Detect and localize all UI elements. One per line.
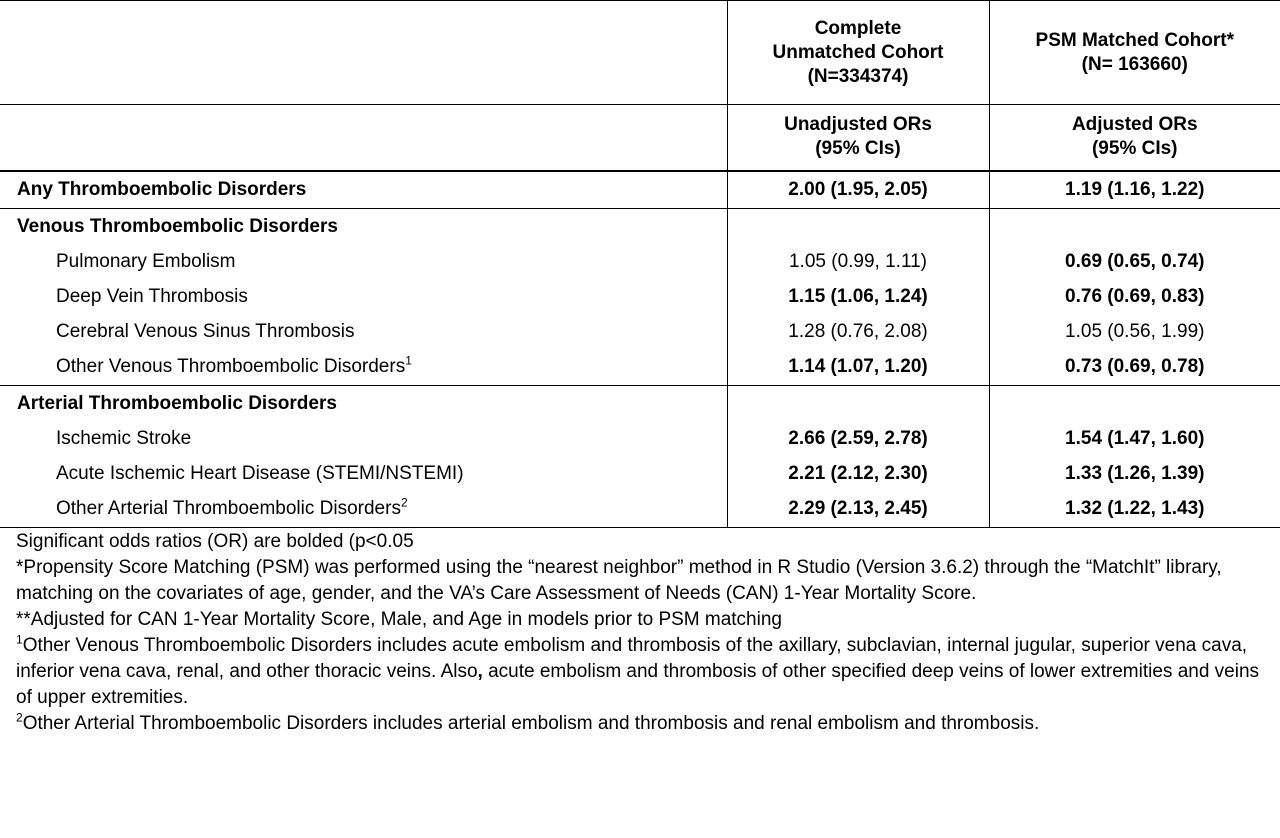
cell-unadjusted-other-arterial: 2.29 (2.13, 2.45): [727, 492, 989, 528]
footnote-marker-1: 1: [405, 353, 412, 368]
table-row: [0, 492, 1280, 528]
footnote-psm: *Propensity Score Matching (PSM) was performed using the “nearest neighbor” method in R Studio (Version 3.6.2) through the “MatchIt” library, matching on the covariates of age, gender, and the VA’s Care Assessment of Needs (CAN) 1-Year Mortality Score.: [16, 557, 1222, 604]
row-label-venous-header: Venous Thromboembolic Disorders: [17, 215, 338, 237]
header-unmatched-line3: (N=334374): [807, 65, 909, 87]
header-row-measures: [0, 105, 1280, 171]
subheader-adjusted: [989, 105, 1280, 171]
cell-adjusted-arterial-header: [989, 385, 1280, 422]
cell-unadjusted-ihd: 2.21 (2.12, 2.30): [727, 457, 989, 492]
table-row: [0, 385, 1280, 422]
footnote-marker-2: 2: [400, 495, 408, 510]
footnote-1-comma: ,: [477, 661, 483, 682]
table-row: [0, 422, 1280, 457]
cell-adjusted-venous-header: [989, 208, 1280, 245]
table-row: [0, 350, 1280, 386]
row-label-ihd: Acute Ischemic Heart Disease (STEMI/NSTEMI): [56, 463, 464, 484]
cell-adjusted-cvst: 1.05 (0.56, 1.99): [1065, 321, 1205, 342]
footnotes: [16, 529, 1272, 737]
subheader-adjusted-line1: Adjusted ORs: [1071, 114, 1198, 136]
table-row: [0, 280, 1280, 315]
cell-unadjusted-pe: 1.05 (0.99, 1.11): [727, 245, 989, 280]
row-label-pe: Pulmonary Embolism: [56, 251, 236, 272]
footnote-1: [16, 633, 1272, 711]
cell-unadjusted-cvst: 1.28 (0.76, 2.08): [727, 315, 989, 350]
table-row: [0, 208, 1280, 245]
header-matched-line1: PSM Matched Cohort*: [1035, 29, 1234, 51]
cell-unadjusted-venous-header: [727, 208, 989, 245]
footnote-1-marker: 1: [16, 632, 23, 647]
row-label-any: Any Thromboembolic Disorders: [0, 171, 727, 209]
cell-adjusted-any: 1.19 (1.16, 1.22): [989, 171, 1280, 209]
subheader-unadjusted-line1: Unadjusted ORs: [784, 114, 932, 136]
header-matched-cohort: [989, 1, 1280, 105]
footnote-2-marker: 2: [16, 710, 23, 725]
cell-unadjusted-other-venous: 1.14 (1.07, 1.20): [727, 350, 989, 386]
row-label-dvt: Deep Vein Thrombosis: [56, 286, 248, 307]
table-row: [0, 245, 1280, 280]
footnote-adjusted: **Adjusted for CAN 1-Year Mortality Score, Male, and Age in models prior to PSM matching: [16, 609, 782, 630]
cell-adjusted-other-arterial: 1.32 (1.22, 1.43): [989, 492, 1280, 528]
header-matched-line2: (N= 163660): [1081, 53, 1188, 75]
header-unmatched-line2: Unmatched Cohort: [772, 41, 944, 63]
row-label-other-venous-text: Other Venous Thromboembolic Disorders: [56, 356, 406, 377]
cell-unadjusted-arterial-header: [727, 385, 989, 422]
cell-adjusted-stroke: 1.54 (1.47, 1.60): [1065, 428, 1205, 449]
header-empty-cell: [0, 1, 727, 105]
table-row: [0, 457, 1280, 492]
subheader-adjusted-line2: (95% CIs): [1091, 138, 1178, 160]
header-unmatched-line1: Complete: [814, 17, 902, 39]
cell-adjusted-pe: 0.69 (0.65, 0.74): [1065, 251, 1205, 272]
header-unmatched-cohort: [727, 1, 989, 105]
table-row: [0, 171, 1280, 209]
row-label-other-venous: [0, 350, 727, 386]
header-row-cohorts: [0, 1, 1280, 105]
footnote-significance: Significant odds ratios (OR) are bolded (p<0.05: [16, 531, 414, 552]
row-label-other-arterial-text: Other Arterial Thromboembolic Disorders: [56, 498, 401, 519]
subheader-unadjusted-line2: (95% CIs): [815, 138, 901, 160]
cell-adjusted-dvt: 0.76 (0.69, 0.83): [1065, 286, 1205, 307]
cell-adjusted-ihd: 1.33 (1.26, 1.39): [1065, 463, 1205, 484]
subheader-unadjusted: [727, 105, 989, 171]
footnote-1-text-b: acute embolism and thrombosis of other specified deep veins of lower extremities and veins of upper extremities.: [16, 661, 1260, 708]
footnote-2: [16, 711, 1272, 737]
row-label-stroke: Ischemic Stroke: [56, 428, 192, 449]
table-row: [0, 315, 1280, 350]
cell-unadjusted-stroke: 2.66 (2.59, 2.78): [727, 422, 989, 457]
row-label-other-arterial: [0, 492, 727, 528]
cell-adjusted-other-venous: 0.73 (0.69, 0.78): [989, 350, 1280, 386]
row-label-cvst: Cerebral Venous Sinus Thrombosis: [56, 321, 355, 342]
footnote-2-text: Other Arterial Thromboembolic Disorders includes arterial embolism and thrombosis and renal embolism and thrombosis.: [22, 713, 1040, 734]
footnote-1-text-a: Other Venous Thromboembolic Disorders includes acute embolism and thrombosis of the axillary, subclavian, internal jugular, superior vena cava, inferior vena cava, renal, and other thoracic veins. Also: [16, 635, 1248, 682]
cell-unadjusted-any: 2.00 (1.95, 2.05): [727, 171, 989, 209]
row-label-arterial-header: Arterial Thromboembolic Disorders: [17, 392, 337, 414]
cell-unadjusted-dvt: 1.15 (1.06, 1.24): [727, 280, 989, 315]
subheader-empty-cell: [0, 105, 727, 171]
